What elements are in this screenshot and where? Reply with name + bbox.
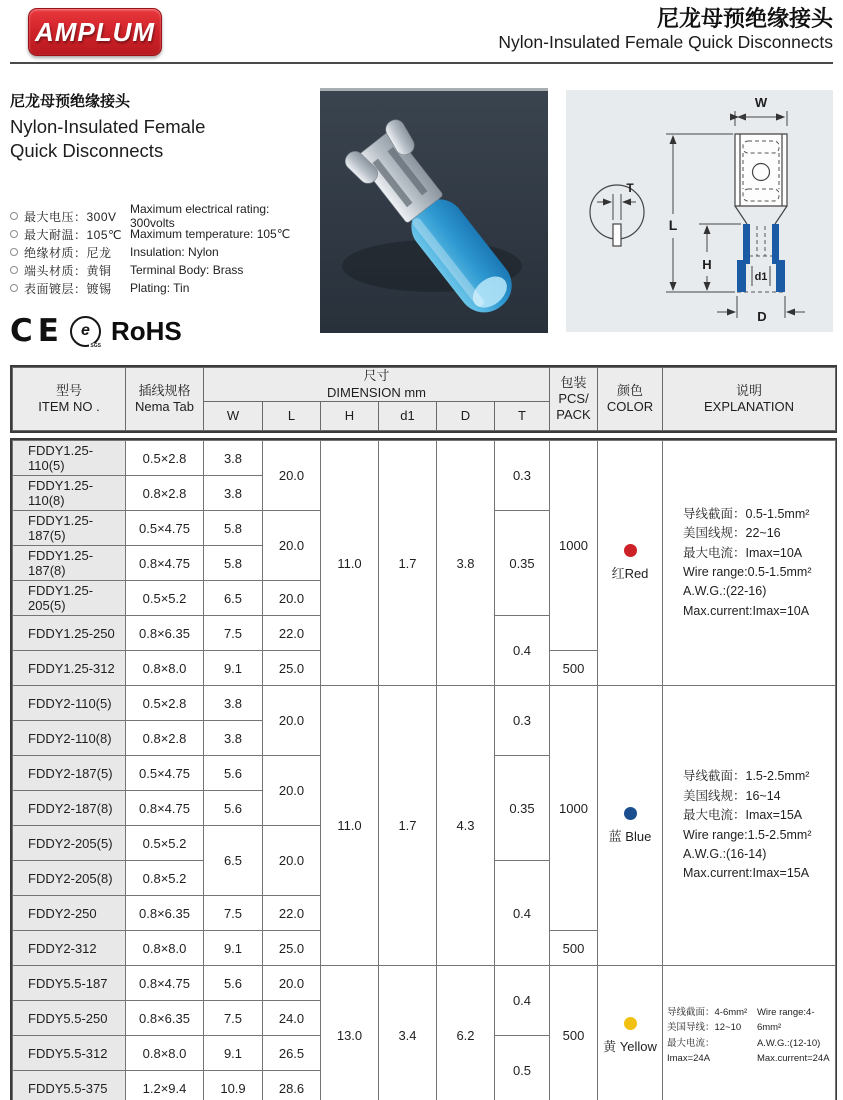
- table-cell: 0.4: [495, 616, 550, 686]
- item-no-cell: FDDY1.25-205(5): [13, 581, 126, 616]
- sgs-small-label: SGS: [90, 342, 101, 349]
- bullet-icon: [10, 284, 18, 292]
- table-cell: 5.8: [204, 546, 263, 581]
- table-cell: 1.7: [379, 441, 437, 686]
- product-photo: [320, 88, 548, 333]
- explanation-column: [757, 1005, 831, 1066]
- color-cell: [598, 686, 663, 966]
- table-cell: 11.0: [321, 686, 379, 966]
- table-cell: 3.8: [204, 476, 263, 511]
- dim-label-l: L: [668, 217, 678, 233]
- spec-zh: 绝缘材质：尼龙: [24, 245, 112, 260]
- col-header-dimension: [204, 368, 550, 402]
- product-name-en: [10, 115, 310, 163]
- col-header-t: T: [495, 402, 550, 431]
- amplum-logo: [28, 8, 162, 56]
- table-cell: 0.5×4.75: [126, 511, 204, 546]
- spec-en: Insulation: Nylon: [130, 245, 219, 260]
- explanation-line: 美国导线：12~10: [667, 1022, 742, 1034]
- table-cell: 0.8×6.35: [126, 1001, 204, 1036]
- col-header-nema-zh: 插线规格: [138, 382, 191, 398]
- table-cell: 0.8×4.75: [126, 966, 204, 1001]
- table-cell: 22.0: [263, 896, 321, 931]
- table-cell: 0.4: [495, 861, 550, 966]
- table-cell: 7.5: [204, 616, 263, 651]
- item-no-cell: FDDY2-187(8): [13, 791, 126, 826]
- brand-name: AMPLUM: [34, 16, 156, 47]
- explanation-line: A.W.G.:(12-10): [756, 1037, 821, 1049]
- certification-row: [10, 313, 310, 349]
- product-name-zh: 尼龙母预绝缘接头: [10, 93, 131, 110]
- dim-label-h: H: [702, 257, 712, 272]
- table-cell: 0.8×2.8: [126, 721, 204, 756]
- bullet-icon: [10, 212, 18, 220]
- table-cell: 0.35: [495, 756, 550, 861]
- explanation-columns: [667, 1005, 831, 1066]
- color-dot-icon: [624, 1017, 637, 1030]
- table-cell: 20.0: [263, 756, 321, 826]
- table-cell: 0.8×6.35: [126, 896, 204, 931]
- spec-en: Maximum temperature: 105℃: [130, 227, 291, 242]
- col-header-item-zh: 型号: [55, 382, 82, 398]
- col-header-item-en: ITEM NO .: [38, 399, 100, 414]
- col-header-dim-en: DIMENSION mm: [327, 384, 426, 400]
- col-header-d1: d1: [379, 402, 437, 431]
- table-cell: 0.5×5.2: [126, 581, 204, 616]
- table-cell: 22.0: [263, 616, 321, 651]
- item-no-cell: FDDY2-110(8): [13, 721, 126, 756]
- explanation-line: 最大电流：Imax=24A: [667, 1037, 715, 1064]
- item-no-cell: FDDY2-187(5): [13, 756, 126, 791]
- col-header-dim-zh: 尺寸: [363, 368, 390, 384]
- product-info: [10, 88, 310, 350]
- color-cell: [598, 966, 663, 1100]
- spec-row: [10, 279, 310, 297]
- item-no-cell: FDDY1.25-312: [13, 651, 126, 686]
- table-cell: 0.5×2.8: [126, 686, 204, 721]
- explanation-line: 最大电流：Imax=15A: [683, 808, 803, 823]
- explanation-line: Max.current:Imax=15A: [683, 866, 810, 881]
- item-no-cell: FDDY2-312: [13, 931, 126, 966]
- spec-row: [10, 261, 310, 279]
- col-header-l: L: [263, 402, 321, 431]
- col-header-pack-zh: 包装: [560, 374, 587, 390]
- table-cell: 1.7: [379, 686, 437, 966]
- table-cell: 7.5: [204, 1001, 263, 1036]
- spec-table-header: [10, 365, 837, 433]
- table-cell: 20.0: [263, 826, 321, 896]
- table-cell: 24.0: [263, 1001, 321, 1036]
- table-row: [13, 966, 836, 1001]
- col-header-color-zh: 颜色: [617, 382, 644, 398]
- table-cell: 20.0: [263, 581, 321, 616]
- page-title-en: Nylon-Insulated Female Quick Disconnects: [498, 32, 833, 53]
- explanation-line: 导线截面：1.5-2.5mm²: [683, 769, 810, 784]
- table-cell: 0.8×8.0: [126, 931, 204, 966]
- item-no-cell: FDDY1.25-110(5): [13, 441, 126, 476]
- table-cell: 4.3: [437, 686, 495, 966]
- table-cell: 1000: [550, 441, 598, 651]
- spec-zh: 端头材质：黄铜: [24, 263, 112, 278]
- table-cell: 20.0: [263, 441, 321, 511]
- table-cell: 0.3: [495, 441, 550, 511]
- explanation-line: 导线截面：0.5-1.5mm²: [683, 506, 810, 521]
- table-cell: 9.1: [204, 651, 263, 686]
- item-no-cell: FDDY5.5-375: [13, 1071, 126, 1100]
- dim-label-t: T: [626, 181, 634, 195]
- table-cell: 3.4: [379, 966, 437, 1100]
- table-cell: 0.8×2.8: [126, 476, 204, 511]
- table-cell: 3.8: [204, 686, 263, 721]
- spec-row: [10, 225, 310, 243]
- table-cell: 20.0: [263, 686, 321, 756]
- table-cell: 28.6: [263, 1071, 321, 1100]
- explanation-cell: [663, 686, 836, 966]
- table-cell: 500: [550, 931, 598, 966]
- explanation-line: 导线截面：4-6mm²: [667, 1007, 748, 1019]
- col-header-explanation: [663, 368, 836, 431]
- dim-label-d: D: [757, 309, 767, 324]
- table-cell: 5.8: [204, 511, 263, 546]
- table-cell: 6.5: [204, 581, 263, 616]
- color-dot-icon: [624, 807, 637, 820]
- col-header-expl-en: EXPLANATION: [703, 399, 795, 414]
- explanation-line: Wire range:4-6mm²: [756, 1007, 815, 1034]
- col-header-nema: [126, 368, 204, 431]
- table-cell: 3.8: [204, 441, 263, 476]
- item-no-cell: FDDY2-250: [13, 896, 126, 931]
- spec-en: Maximum electrical rating: 300volts: [130, 202, 270, 231]
- item-no-cell: FDDY1.25-110(8): [13, 476, 126, 511]
- spec-zh: 最大耐温：105℃: [24, 227, 122, 242]
- table-cell: 13.0: [321, 966, 379, 1100]
- bullet-icon: [10, 266, 18, 274]
- table-cell: 0.8×5.2: [126, 861, 204, 896]
- table-cell: 6.2: [437, 966, 495, 1100]
- explanation-line: Max.current=24A: [756, 1052, 830, 1064]
- table-cell: 0.8×6.35: [126, 616, 204, 651]
- explanation-line: Max.current:Imax=10A: [683, 603, 810, 618]
- spec-row: [10, 243, 310, 261]
- spec-zh: 表面镀层：镀锡: [24, 281, 112, 296]
- sgs-mark-icon: [70, 316, 101, 347]
- table-cell: 500: [550, 651, 598, 686]
- table-cell: 11.0: [321, 441, 379, 686]
- bullet-icon: [10, 248, 18, 256]
- dim-label-w: W: [754, 95, 768, 110]
- explanation-line: 美国线规：16~14: [683, 788, 781, 803]
- ce-mark-icon: CE: [10, 313, 64, 350]
- explanation-line: Wire range:1.5-2.5mm²: [683, 827, 812, 842]
- table-cell: 0.5: [495, 1036, 550, 1100]
- table-cell: 1.2×9.4: [126, 1071, 204, 1100]
- table-cell: 0.8×8.0: [126, 1036, 204, 1071]
- table-cell: 5.6: [204, 756, 263, 791]
- spec-row: [10, 202, 310, 231]
- item-no-cell: FDDY2-205(5): [13, 826, 126, 861]
- table-row: [13, 441, 836, 476]
- color-label: 黄 Yellow: [603, 1038, 657, 1054]
- col-header-d: D: [437, 402, 495, 431]
- item-no-cell: FDDY2-110(5): [13, 686, 126, 721]
- col-header-color-en: COLOR: [606, 399, 654, 414]
- spec-zh: 最大电压：300V: [24, 209, 117, 224]
- item-no-cell: FDDY5.5-187: [13, 966, 126, 1001]
- item-no-cell: FDDY1.25-250: [13, 616, 126, 651]
- table-cell: 26.5: [263, 1036, 321, 1071]
- table-cell: 9.1: [204, 931, 263, 966]
- table-cell: 10.9: [204, 1071, 263, 1100]
- table-cell: 5.6: [204, 966, 263, 1001]
- explanation-line: 最大电流：Imax=10A: [683, 545, 803, 560]
- table-cell: 0.8×4.75: [126, 546, 204, 581]
- table-cell: 0.4: [495, 966, 550, 1036]
- table-cell: 0.5×4.75: [126, 756, 204, 791]
- spec-table-body: [10, 438, 837, 1100]
- product-name-en-line2: Quick Disconnects: [10, 140, 164, 162]
- col-header-h: H: [321, 402, 379, 431]
- item-no-cell: FDDY2-205(8): [13, 861, 126, 896]
- item-no-cell: FDDY1.25-187(8): [13, 546, 126, 581]
- item-no-cell: FDDY5.5-312: [13, 1036, 126, 1071]
- table-cell: 1000: [550, 686, 598, 931]
- table-cell: 0.3: [495, 686, 550, 756]
- product-name-en-line1: Nylon-Insulated Female: [10, 116, 206, 137]
- col-header-pack-en2: PACK: [556, 407, 591, 423]
- rohs-label: RoHS: [110, 315, 182, 346]
- spec-list: [10, 202, 310, 297]
- explanation-line: A.W.G.:(22-16): [683, 584, 767, 599]
- table-cell: 9.1: [204, 1036, 263, 1071]
- col-header-expl-zh: 说明: [736, 382, 763, 398]
- page-header: [10, 0, 833, 64]
- col-header-w: W: [204, 402, 263, 431]
- intro-section: [10, 88, 833, 350]
- table-cell: 500: [550, 966, 598, 1100]
- table-cell: 7.5: [204, 896, 263, 931]
- dim-label-d1: d1: [754, 271, 768, 283]
- col-header-color: [598, 368, 663, 431]
- table-cell: 3.8: [204, 721, 263, 756]
- page-title-zh: 尼龙母预绝缘接头: [656, 6, 833, 31]
- explanation-column: [667, 1005, 749, 1066]
- explanation-cell: [663, 441, 836, 686]
- item-no-cell: FDDY5.5-250: [13, 1001, 126, 1036]
- color-label: 红Red: [611, 566, 649, 581]
- bullet-icon: [10, 230, 18, 238]
- explanation-line: 美国线规：22~16: [683, 526, 781, 541]
- product-photo-art: [320, 88, 548, 333]
- table-cell: 5.6: [204, 791, 263, 826]
- color-cell: [598, 441, 663, 686]
- col-header-item: [13, 368, 126, 431]
- table-cell: 3.8: [437, 441, 495, 686]
- table-cell: 0.8×4.75: [126, 791, 204, 826]
- table-cell: 0.35: [495, 511, 550, 616]
- explanation-cell: [663, 966, 836, 1100]
- col-header-pack: [550, 368, 598, 431]
- spec-en: Plating: Tin: [130, 281, 190, 296]
- explanation-line: A.W.G.:(16-14): [683, 846, 767, 861]
- table-cell: 6.5: [204, 826, 263, 896]
- table-cell: 20.0: [263, 966, 321, 1001]
- spec-en: Terminal Body: Brass: [130, 263, 244, 278]
- table-cell: 0.5×2.8: [126, 441, 204, 476]
- table-cell: 20.0: [263, 511, 321, 581]
- col-header-nema-en: Nema Tab: [134, 399, 194, 414]
- header-titles: [498, 6, 833, 54]
- item-no-cell: FDDY1.25-187(5): [13, 511, 126, 546]
- sgs-e: e: [80, 322, 90, 340]
- table-cell: 25.0: [263, 931, 321, 966]
- dimension-diagram-art: [566, 90, 833, 332]
- table-cell: 0.8×8.0: [126, 651, 204, 686]
- table-cell: 25.0: [263, 651, 321, 686]
- col-header-pack-en1: PCS/: [558, 390, 589, 406]
- color-label: 蓝 Blue: [608, 828, 652, 844]
- dimension-diagram: [566, 90, 833, 332]
- table-row: [13, 686, 836, 721]
- table-cell: 0.5×5.2: [126, 826, 204, 861]
- explanation-line: Wire range:0.5-1.5mm²: [683, 565, 812, 579]
- color-dot-icon: [624, 544, 637, 557]
